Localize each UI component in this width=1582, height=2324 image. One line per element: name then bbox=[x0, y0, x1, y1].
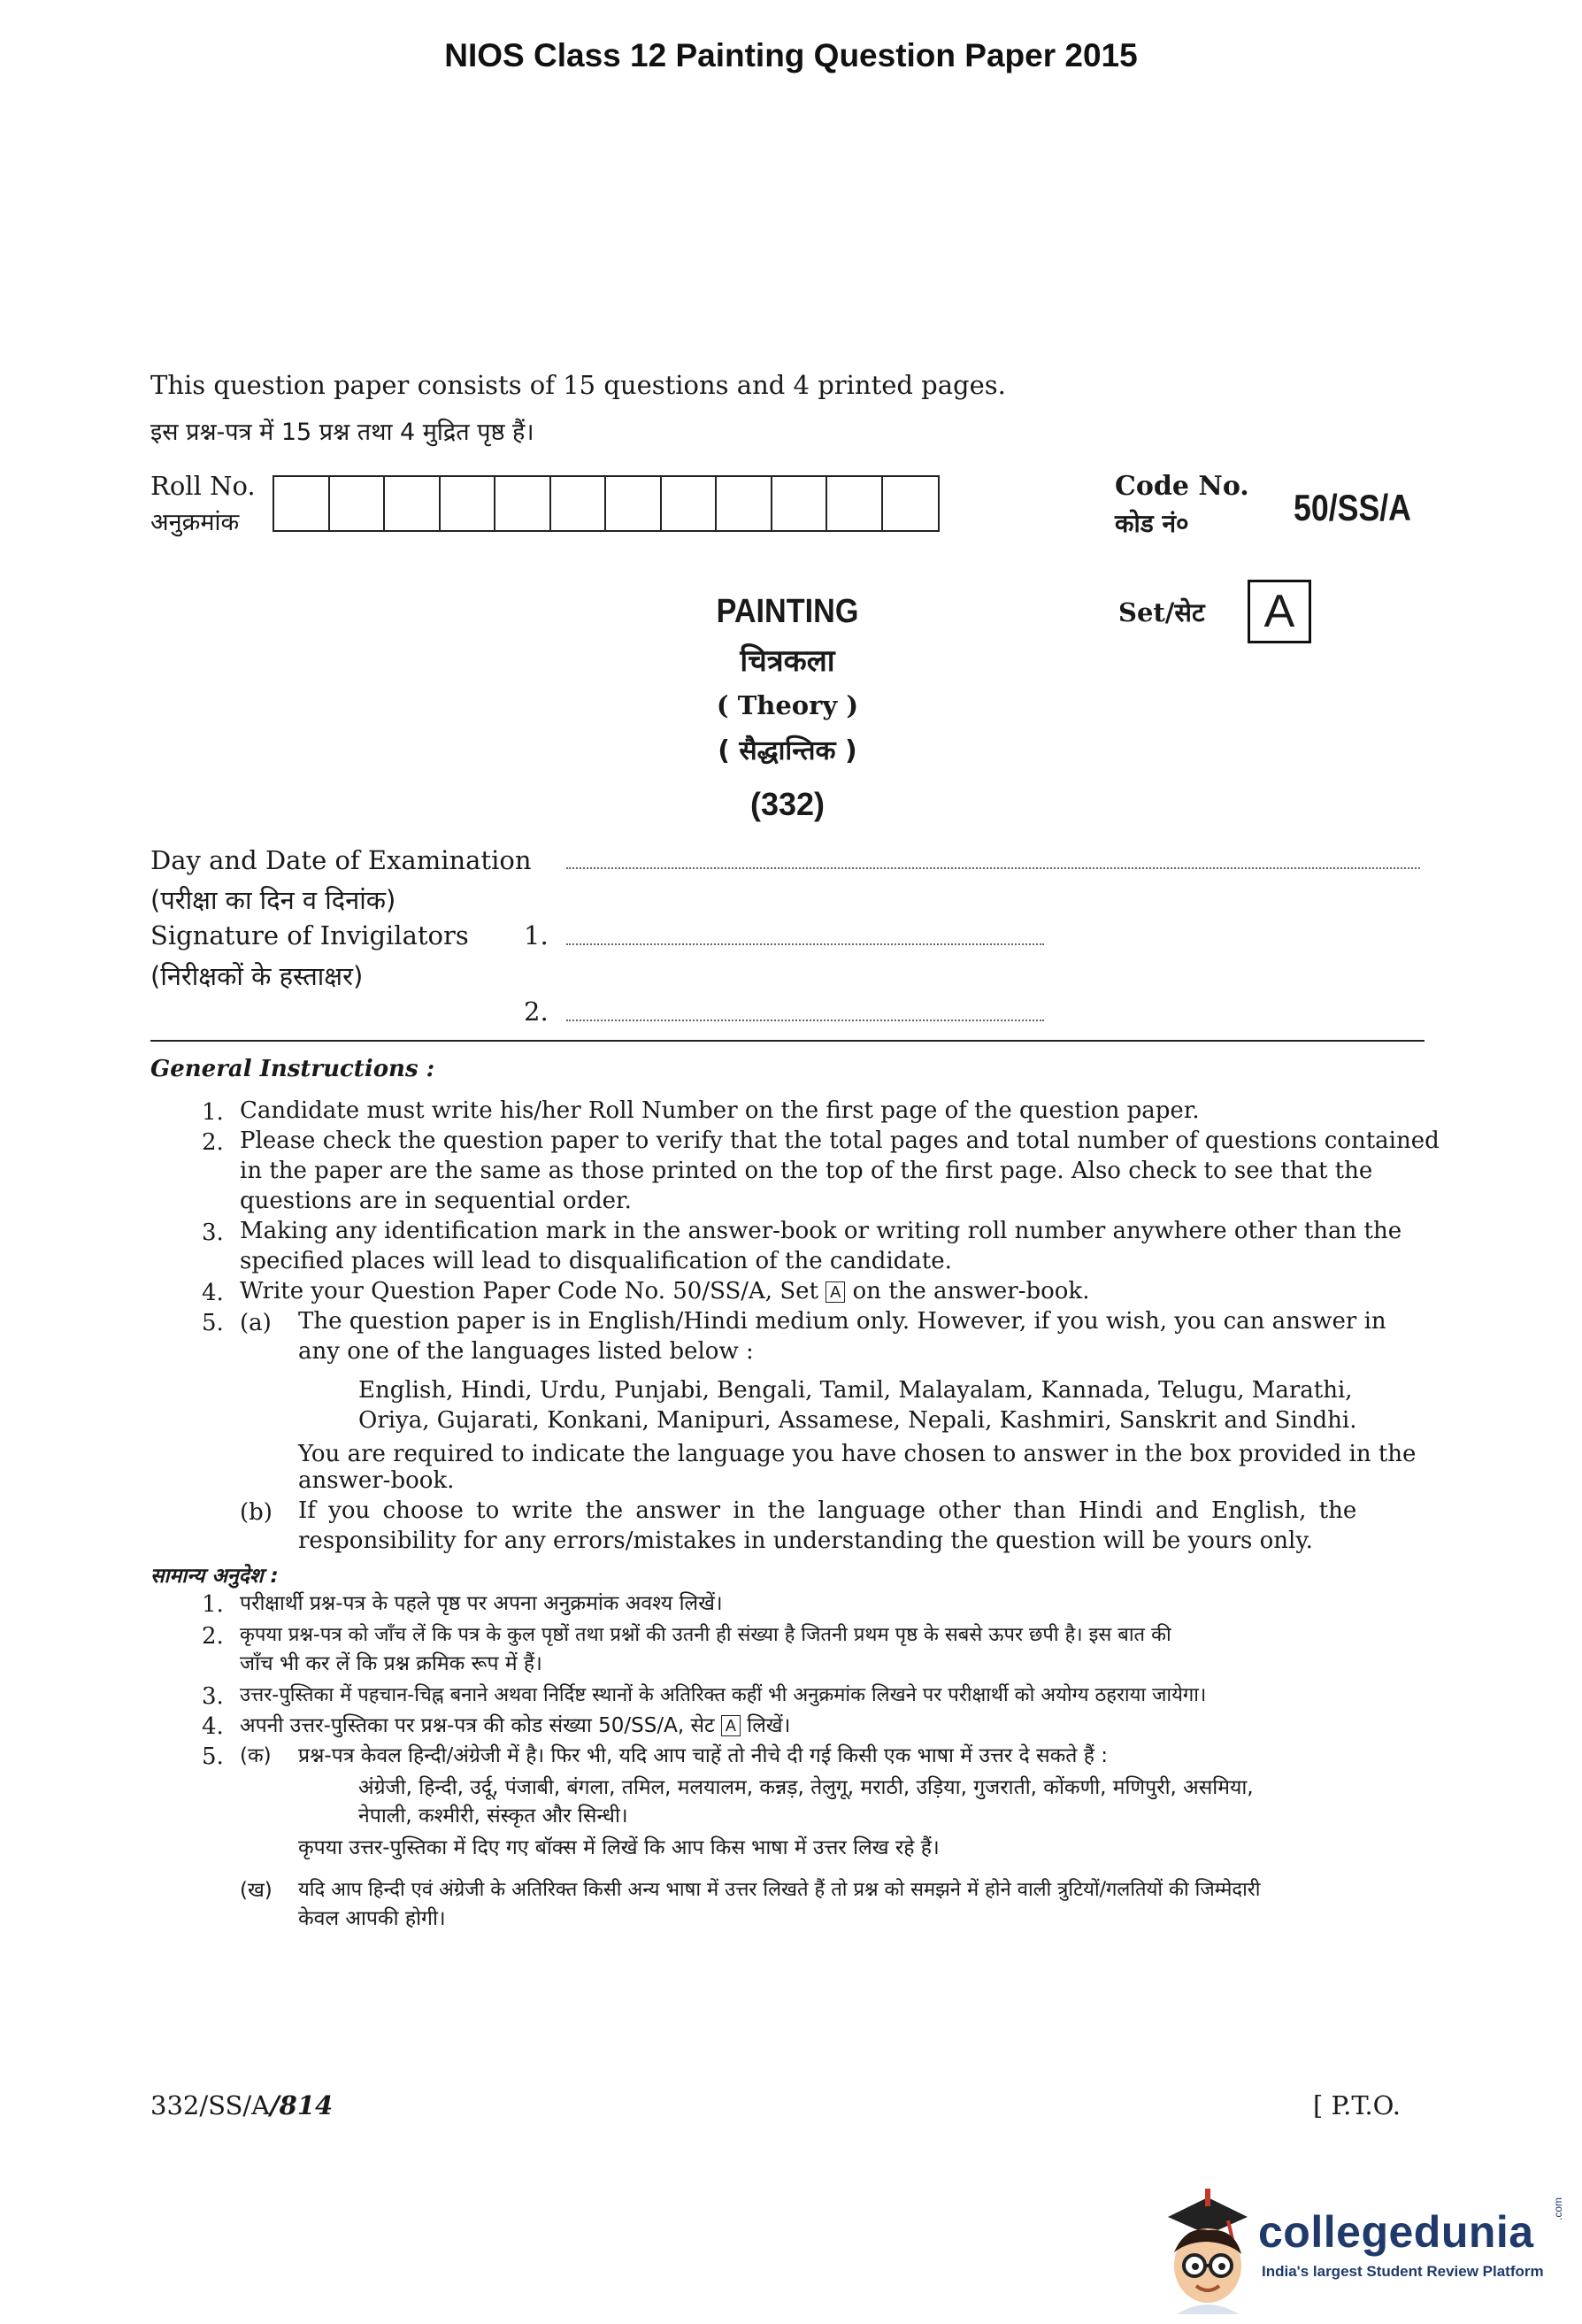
roll-label-en: Roll No. bbox=[150, 471, 256, 501]
set-a-box: A bbox=[826, 1281, 845, 1303]
page-title: NIOS Class 12 Painting Question Paper 2015 bbox=[444, 37, 1138, 73]
hindi-line: जाँच भी कर लें कि प्रश्न क्रमिक रूप में हैं। bbox=[240, 1652, 542, 1675]
instruction-2 bbox=[240, 1126, 1440, 1216]
divider-line bbox=[150, 1040, 1425, 1042]
code-label-hi: कोड नं० bbox=[1115, 509, 1189, 538]
subject-name-en: PAINTING bbox=[716, 593, 859, 630]
day-date-label-en: Day and Date of Examination bbox=[150, 845, 532, 875]
instruction-line: The question paper is in English/Hindi medium only. However, if you wish, you can answer in bbox=[298, 1308, 1386, 1335]
roll-digit-box[interactable] bbox=[551, 477, 607, 530]
instruction-text: Write your Question Paper Code No. 50/SS/A, Set bbox=[240, 1278, 818, 1304]
roll-digit-box[interactable] bbox=[495, 477, 551, 530]
instruction-line: in the paper are the same as those printed on the top of the first page. Also check to see that the bbox=[240, 1158, 1373, 1184]
footer-code-prefix: 332/SS/A bbox=[150, 2090, 271, 2120]
language-line: English, Hindi, Urdu, Punjabi, Bengali, Tamil, Malayalam, Kannada, Telugu, Marathi, bbox=[358, 1377, 1353, 1404]
collegedunia-logo bbox=[1159, 2182, 1575, 2314]
instruction-line: Please check the question paper to verify that the total pages and total number of questions contained bbox=[240, 1127, 1440, 1154]
roll-digit-box[interactable] bbox=[827, 477, 883, 530]
instruction-number: 2. bbox=[202, 1623, 224, 1650]
hindi-instruction-5b: कृपया उत्तर-पुस्तिका में दिए गए बॉक्स में लिखें कि आप किस भाषा में उत्तर लिख रहे हैं। bbox=[298, 1836, 940, 1859]
instruction-line: If you choose to write the answer in the language other than Hindi and English, the bbox=[298, 1497, 1357, 1524]
roll-digit-box[interactable] bbox=[385, 477, 441, 530]
signature-1-field[interactable] bbox=[566, 943, 1044, 945]
instruction-number: 1. bbox=[202, 1099, 224, 1126]
signature-1-number: 1. bbox=[524, 920, 549, 950]
hindi-instruction-1: परीक्षार्थी प्रश्न-पत्र के पहले पृष्ठ पर अपना अनुक्रमांक अवश्य लिखें। bbox=[240, 1592, 723, 1615]
instruction-number: 2. bbox=[202, 1129, 224, 1156]
logo-domain-suffix: .com bbox=[1552, 2197, 1564, 2220]
mascot-icon bbox=[1159, 2182, 1256, 2314]
hindi-instruction-4 bbox=[240, 1712, 790, 1740]
instruction-1 bbox=[240, 1096, 1200, 1126]
hindi-instruction-6 bbox=[298, 1876, 1260, 1933]
hindi-text: अपनी उत्तर-पुस्तिका पर प्रश्न-पत्र की कोड संख्या 50/SS/A, सेट bbox=[240, 1714, 715, 1737]
instruction-line: any one of the languages listed below : bbox=[298, 1338, 754, 1365]
roll-digit-box[interactable] bbox=[330, 477, 386, 530]
roll-digit-box[interactable] bbox=[274, 477, 330, 530]
instruction-number: 5. bbox=[202, 1310, 224, 1336]
sub-instruction-label: (a) bbox=[240, 1310, 272, 1336]
roll-number-boxes[interactable] bbox=[273, 475, 940, 532]
instruction-line: responsibility for any errors/mistakes in understanding the question will be yours only. bbox=[298, 1528, 1313, 1554]
set-box: A bbox=[1248, 580, 1311, 643]
hindi-line: यदि आप हिन्दी एवं अंग्रेजी के अतिरिक्त किसी अन्य भाषा में उत्तर लिखते हैं तो प्रश्न को समझने में होने वाली त्रुटियों/गलतियों की जिम्मेदारी bbox=[298, 1879, 1261, 1901]
pto-label: [ P.T.O. bbox=[1313, 2090, 1401, 2120]
roll-digit-box[interactable] bbox=[717, 477, 772, 530]
footer-paper-code bbox=[150, 2090, 333, 2120]
roll-label-hi: अनुक्रमांक bbox=[150, 509, 240, 536]
roll-digit-box[interactable] bbox=[883, 477, 939, 530]
hindi-line: कृपया प्रश्न-पत्र को जाँच लें कि पत्र के कुल पृष्ठों तथा प्रश्नों की उतनी ही संख्या है जितनी प्रथम पृष्ठ के सबसे ऊपर छपी है। इस बात की bbox=[240, 1624, 1171, 1646]
hindi-line: केवल आपकी होगी। bbox=[298, 1907, 446, 1930]
hindi-instruction-2 bbox=[240, 1621, 1171, 1678]
signature-2-field[interactable] bbox=[566, 1020, 1044, 1021]
subject-name-hi: चित्रकला bbox=[740, 643, 835, 679]
signature-label-en: Signature of Invigilators bbox=[150, 920, 469, 950]
instruction-line: Candidate must write his/her Roll Number on the first page of the question paper. bbox=[240, 1097, 1200, 1124]
language-line: Oriya, Gujarati, Konkani, Manipuri, Assamese, Nepali, Kashmiri, Sanskrit and Sindhi. bbox=[358, 1407, 1357, 1434]
instruction-5b bbox=[298, 1496, 1356, 1556]
hindi-language-list bbox=[358, 1774, 1254, 1830]
hindi-sub-label-ka: (क) bbox=[240, 1744, 272, 1767]
roll-digit-box[interactable] bbox=[606, 477, 662, 530]
set-label: Set/सेट bbox=[1118, 597, 1205, 627]
consists-text-hi: इस प्रश्न-पत्र में 15 प्रश्न तथा 4 मुद्रित पृष्ठ हैं। bbox=[150, 419, 534, 446]
hindi-sub-label-kha: (ख) bbox=[240, 1879, 273, 1902]
instruction-5a bbox=[298, 1306, 1386, 1366]
instruction-number: 3. bbox=[202, 1683, 224, 1710]
hindi-instruction-3: उत्तर-पुस्तिका में पहचान-चिह्न बनाने अथवा निर्दिष्ट स्थानों के अतिरिक्त कहीं भी अनुक्रमांक लिखने पर परीक्षार्थी को अयोग्य ठहराया जायेगा। bbox=[240, 1684, 1207, 1706]
footer-code-suffix: /814 bbox=[270, 2090, 334, 2120]
instruction-line: questions are in sequential order. bbox=[240, 1188, 632, 1214]
day-date-label-hi: (परीक्षा का दिन व दिनांक) bbox=[150, 885, 396, 915]
day-date-field[interactable] bbox=[566, 867, 1420, 869]
consists-text-en: This question paper consists of 15 questions and 4 printed pages. bbox=[150, 370, 1006, 400]
instruction-4 bbox=[240, 1276, 1089, 1306]
hindi-text: लिखें। bbox=[747, 1714, 791, 1737]
subject-code: (332) bbox=[749, 786, 826, 822]
roll-digit-box[interactable] bbox=[772, 477, 828, 530]
code-value: 50/SS/A bbox=[1294, 487, 1411, 528]
set-a-box-hi: A bbox=[721, 1715, 741, 1736]
logo-wordmark: collegedunia bbox=[1258, 2207, 1534, 2257]
sub-instruction-label: (b) bbox=[240, 1499, 273, 1526]
instruction-3 bbox=[240, 1216, 1402, 1276]
hindi-instruction-5a: प्रश्न-पत्र केवल हिन्दी/अंग्रेजी में है। फिर भी, यदि आप चाहें तो नीचे दी गई किसी एक भाषा में उत्तर दे सकते हैं : bbox=[298, 1744, 1108, 1767]
signature-label-hi: (निरीक्षकों के हस्ताक्षर) bbox=[150, 961, 364, 991]
hindi-language-line: अंग्रेजी, हिन्दी, उर्दू, पंजाबी, बंगला, तमिल, मलयालम, कन्नड़, तेलुगू, मराठी, उड़िया, गुजराती, कोंकणी, मणिपुरी, असमिया, bbox=[358, 1776, 1254, 1799]
instruction-line: answer-book. bbox=[298, 1467, 455, 1494]
instruction-number: 4. bbox=[202, 1280, 224, 1306]
subject-type-en: ( Theory ) bbox=[716, 690, 859, 720]
signature-2-number: 2. bbox=[524, 997, 549, 1027]
code-label-en: Code No. bbox=[1115, 471, 1249, 502]
indicate-language-text bbox=[298, 1441, 1416, 1494]
instruction-text: on the answer-book. bbox=[852, 1278, 1090, 1304]
language-list bbox=[358, 1375, 1356, 1435]
roll-digit-box[interactable] bbox=[441, 477, 496, 530]
instruction-number: 1. bbox=[202, 1591, 224, 1618]
general-instructions-heading: General Instructions : bbox=[150, 1056, 435, 1082]
hindi-instructions-heading: सामान्य अनुदेश : bbox=[150, 1565, 279, 1588]
hindi-language-line: नेपाली, कश्मीरी, संस्कृत और सिन्धी। bbox=[358, 1805, 628, 1828]
instruction-line: Making any identification mark in the answer-book or writing roll number anywhere other than the bbox=[240, 1218, 1402, 1244]
subject-type-hi: ( सैद्धान्तिक ) bbox=[718, 735, 857, 766]
instruction-line: specified places will lead to disqualification of the candidate. bbox=[240, 1248, 952, 1274]
instruction-number: 3. bbox=[202, 1220, 224, 1246]
instruction-number: 4. bbox=[202, 1713, 224, 1740]
instruction-number: 5. bbox=[202, 1743, 224, 1770]
instruction-line: You are required to indicate the language you have chosen to answer in the box provided in the bbox=[298, 1441, 1417, 1467]
logo-tagline: India's largest Student Review Platform bbox=[1262, 2263, 1544, 2280]
roll-digit-box[interactable] bbox=[662, 477, 718, 530]
